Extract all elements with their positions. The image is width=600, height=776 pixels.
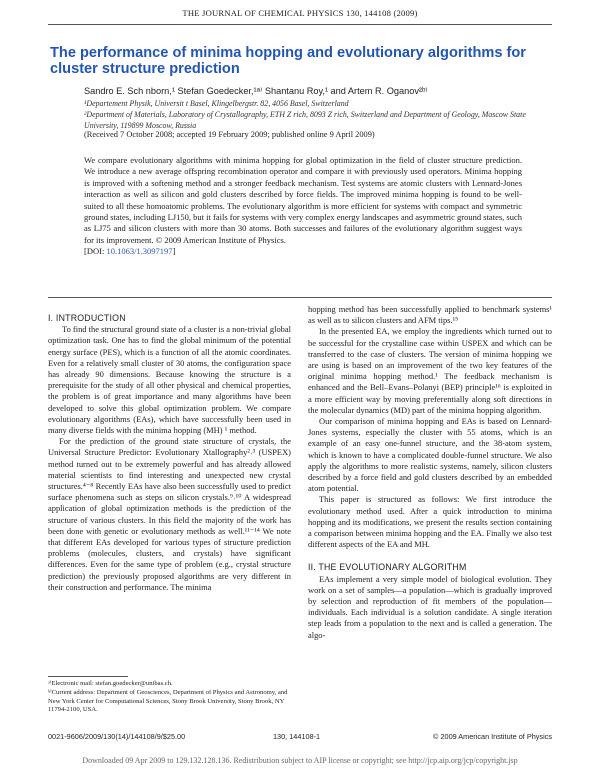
ea-heading: II. THE EVOLUTIONARY ALGORITHM [308, 562, 467, 573]
intro-paragraph-6: This paper is structured as follows: We first introduce the evolutionary method used. After a quick introduction to minima hopping and its modifications, we present the results section containing a comparison between minima hopping and the EA. Finally we also test different aspects of the EA and MH. [308, 494, 552, 550]
footer-page-number: 130, 144108-1 [273, 732, 321, 741]
author-list: Sandro E. Sch nborn,¹ Stefan Goedecker,¹ᵃ⁾ Shantanu Roy,¹ and Artem R. Oganov²ᵇ⁾ [84, 86, 428, 96]
abstract-rule [48, 297, 552, 298]
journal-header: THE JOURNAL OF CHEMICAL PHYSICS 130, 144108 (2009) [182, 8, 418, 18]
footnote-rule [48, 676, 128, 677]
intro-paragraph-4: In the presented EA, we employ the ingredients which turned out to be successful for the crystalline case within USPEX and which can be transferred to the case of clusters. The version of minima hopping we are using is based on an improvement of the two key features of the original minima hopping method.¹ The feedback mechanism is enhanced and the Bell–Evans–Polanyi (BEP) principle¹⁶ is exploited in a more efficient way by moving preferentially along soft directions in the molecular dynamics (MD) part of the minima hopping algorithm. [308, 326, 552, 415]
abstract-text: We compare evolutionary algorithms with minima hopping for global optimization in the field of cluster structure prediction. We introduce a new average offspring recombination operator and compare it with previously used operators. Minima hopping is improved with a softening method and a stronger feedback mechanism. Test systems are atomic clusters with Lennard-Jones interaction as well as silicon and gold clusters described by force fields. The improved minima hopping is found to be well-suited to all these homoatomic problems. The evolutionary algorithm is more efficient for systems with compact and symmetric ground states, including LJ150, but it fails for systems with very complex energy landscapes and asymmetric ground states, such as LJ75 and silicon clusters with more than 30 atoms. Both successes and failures of the evolutionary algorithm suggest ways for its improvement. © 2009 American Institute of Physics. [84, 155, 522, 245]
doi-link[interactable]: 10.1063/1.3097197 [106, 246, 173, 257]
header-rule [48, 24, 552, 25]
intro-paragraph-2: For the prediction of the ground state structure of crystals, the Universal Structure Predictor: Evolutionary Xtallography²˒³ (USPEX) method turned out to be extremely powerful and has already allowed material scientists to find interesting and unexpected new crystal structures.⁴⁻⁸ Recently EAs have also been successfully used to predict surface phenomena such as steps on silicon crystals.⁹˒¹⁰ A widespread application of global optimization methods is the prediction of the structure of various clusters. In this field the majority of the work has been done with genetic or evolutionary methods as well.¹¹⁻¹⁴ We note that different EAs developed for various types of structure prediction problems (molecules, clusters, and crystals) have significant differences. Even for the same type of problem (e.g., crystal structure prediction) the previously proposed algorithms are very different in their construction and performance. The minima [48, 436, 291, 592]
left-column [48, 313, 291, 593]
intro-paragraph-5: Our comparison of minima hopping and EAs is based on Lennard-Jones systems, especially the cluster with 55 atoms, which is an example of an easy one-funnel structure, and the 38-atom system, which is known to have a complicated double-funnel structure. We also apply the algorithms to more realistic systems, namely, silicon clusters described by a force field and gold clusters described by an embedded atom potential. [308, 416, 552, 494]
ea-paragraph-1: EAs implement a very simple model of biological evolution. They work on a set of samples—a population—which is gradually improved by selection and reproduction of fit members of the population—individuals. Each individual is a solution candidate. A single iteration step leads from a population to the next and is called a generation. The algo- [308, 573, 552, 640]
footnote-b: ᵇ⁾Current address: Department of Geosciences, Department of Physics and Astronomy, and New York Center for Computational Sciences, Stony Brook University, Stony Brook, NY 11794-2100, USA. [48, 689, 288, 713]
footnote-a: ᵃ⁾Electronic mail: stefan.goedecker@unibas.ch. [48, 680, 173, 687]
intro-paragraph-3: hopping method has been successfully applied to benchmark systems¹ as well as to silicon clusters and AFM tips.¹⁵ [308, 304, 552, 326]
affiliation-2: ²Department of Materials, Laboratory of Crystallography, ETH Z rich, 8093 Z rich, Switzerland and Department of Geology, Moscow State University, 119899 Moscow, Russia [84, 110, 526, 130]
paper-title: The performance of minima hopping and evolutionary algorithms for cluster structure prediction [50, 45, 526, 77]
intro-heading: I. INTRODUCTION [48, 313, 126, 323]
doi-suffix: ] [172, 246, 176, 257]
download-notice: Downloaded 09 Apr 2009 to 129.132.128.136. Redistribution subject to AIP license or copyright; see http://jcp.aip.org/jcp/copyright.jsp [82, 756, 518, 765]
intro-paragraph-1: To find the structural ground state of a cluster is a non-trivial global optimization task. One has to find the global minimum of the potential energy surface (PES), which is a function of all the atomic coordinates. Even for a relatively small cluster of 30 atoms, the configuration space has already 90 dimensions. Because knowing the structure is a prerequisite for the study of all other physical and chemical properties, the problem is of great importance and many algorithms have been developed to solve this global optimization problem. We compare evolutionary algorithms (EAs), which have successfully been used in many diverse fields with the minima hopping (MH) ¹ method. [48, 324, 291, 436]
affiliation-1: ¹Departement Physik, Universit t Basel, Klingelbergstr. 82, 4056 Basel, Switzerland [84, 99, 349, 108]
doi-prefix: [DOI: [84, 246, 107, 257]
received-dates: (Received 7 October 2008; accepted 19 February 2009; published online 9 April 2009) [84, 130, 375, 139]
abstract [84, 155, 522, 258]
footer-issn: 0021-9606/2009/130(14)/144108/9/$25.00 [48, 732, 186, 741]
right-column [308, 304, 552, 641]
footer-copyright: © 2009 American Institute of Physics [433, 732, 552, 741]
